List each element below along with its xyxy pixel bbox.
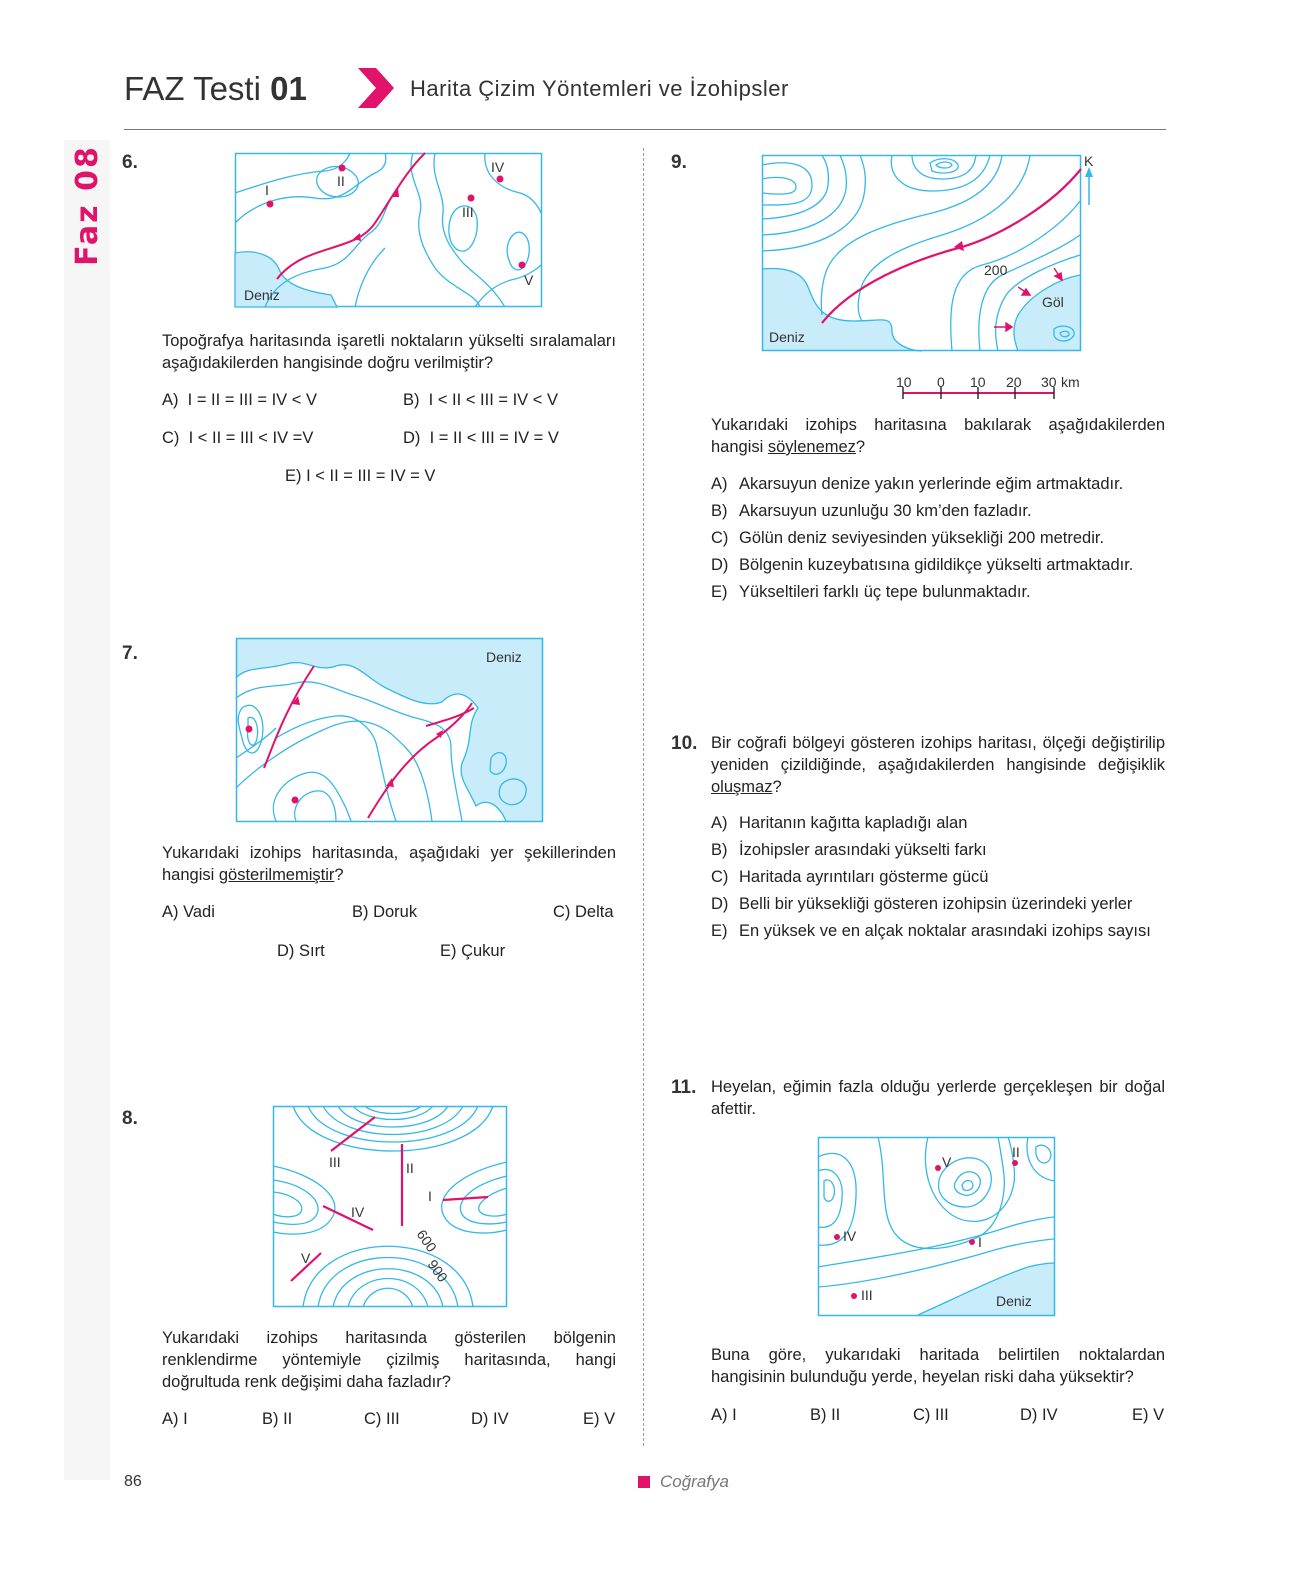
q9-option-e[interactable]: E) Yükseltileri farklı üç tepe bulunmaktadır. <box>711 583 1031 601</box>
q8-line-label: II <box>406 1160 414 1176</box>
q9-option-d[interactable]: D) Bölgenin kuzeybatısına gidildikçe yükselti artmaktadır. <box>711 556 1134 574</box>
q8-contour-value: 600 <box>413 1226 441 1255</box>
q11-point-label: III <box>861 1287 873 1303</box>
q11-map <box>818 1137 1056 1317</box>
title-number: 01 <box>270 70 307 107</box>
q7-question: Yukarıdaki izohips haritasında, aşağıdaki yer şekillerinden hangisi gösterilmemiştir? <box>162 844 616 884</box>
q8-number: 8. <box>122 1108 138 1129</box>
q11-point-label: V <box>942 1154 952 1170</box>
q8-question: Yukarıdaki izohips haritasında gösterilen bölgenin renklendirme yöntemiyle çizilmiş haritasında, hangi doğrultuda renk değişimi daha fazladır? <box>162 1329 616 1391</box>
q6-point-label: V <box>524 272 534 288</box>
q8-line-label: I <box>428 1188 432 1204</box>
q9-scale-bar <box>896 374 1080 399</box>
q8-line-label: III <box>329 1154 341 1170</box>
q6-point-label: IV <box>491 159 505 175</box>
header-rule <box>124 129 1166 130</box>
q6-number: 6. <box>122 152 138 173</box>
page-subtitle: Harita Çizim Yöntemleri ve İzohipsler <box>410 76 789 101</box>
q10-option-a[interactable]: A) Haritanın kağıtta kapladığı alan <box>711 814 968 832</box>
title-prefix: FAZ Testi <box>124 70 261 107</box>
q7-option-e[interactable]: E) Çukur <box>440 942 506 960</box>
q8-line-label: V <box>301 1250 311 1266</box>
q6-option-c[interactable]: C) I < II = III < IV =V <box>162 429 314 447</box>
page-number: 86 <box>124 1473 142 1490</box>
q11-point-label: I <box>978 1234 982 1250</box>
column-divider <box>643 148 644 1446</box>
q9-north-label: K <box>1084 153 1094 169</box>
q9-option-b[interactable]: B) Akarsuyun uzunluğu 30 km’den fazladır. <box>711 502 1032 520</box>
q11-option-d[interactable]: D) IV <box>1020 1406 1058 1424</box>
q9-contour-value: 200 <box>984 262 1008 278</box>
q8-option-a[interactable]: A) I <box>162 1410 188 1428</box>
side-tab-label: Faz 08 <box>69 144 105 266</box>
side-strip <box>64 140 110 1480</box>
q9-lake-label: Göl <box>1042 294 1064 310</box>
q9-map <box>762 155 1102 400</box>
q10-option-d[interactable]: D) Belli bir yüksekliği gösteren izohipsin üzerindeki yerler <box>711 895 1133 913</box>
q10-question: Bir coğrafi bölgeyi gösteren izohips haritası, ölçeği değiştirilip yeniden çizildiğinde, aşağıdakilerden hangisinde değişiklik oluşmaz? <box>711 734 1165 796</box>
q8-line-label: IV <box>351 1204 365 1220</box>
q8-map <box>273 1106 508 1308</box>
q7-number: 7. <box>122 643 138 664</box>
q11-intro: Heyelan, eğimin fazla olduğu yerlerde gerçekleşen bir doğal afettir. <box>711 1078 1165 1118</box>
q10-option-e[interactable]: E) En yüksek ve en alçak noktalar arasındaki izohips sayısı <box>711 922 1151 940</box>
q7-option-a[interactable]: A) Vadi <box>162 903 215 921</box>
q6-map <box>235 153 543 308</box>
page-title <box>124 70 307 108</box>
square-bullet-icon <box>638 1476 650 1488</box>
chevron-right-icon <box>356 66 396 110</box>
q6-point-label: II <box>337 173 345 189</box>
subject-label: Coğrafya <box>660 1472 729 1491</box>
q9-scale-tick: 10 <box>970 374 986 390</box>
q8-option-d[interactable]: D) IV <box>471 1410 509 1428</box>
q6-option-d[interactable]: D) I = II < III = IV = V <box>403 429 559 447</box>
q7-map <box>236 638 544 823</box>
q6-option-a[interactable]: A) I = II = III = IV < V <box>162 391 317 409</box>
q8-option-b[interactable]: B) II <box>262 1410 293 1428</box>
q9-sea-label: Deniz <box>769 329 805 345</box>
q8-option-c[interactable]: C) III <box>364 1410 400 1428</box>
q11-point-label: IV <box>843 1228 857 1244</box>
q11-number: 11. <box>671 1077 697 1098</box>
q11-option-a[interactable]: A) I <box>711 1406 737 1424</box>
footer-subject <box>638 1472 729 1492</box>
q6-sea-label: Deniz <box>244 287 280 303</box>
q9-scale-tick: 0 <box>937 374 945 390</box>
q9-question: Yukarıdaki izohips haritasına bakılarak aşağıdakilerden hangisi söylenemez? <box>711 416 1165 456</box>
q11-option-c[interactable]: C) III <box>913 1406 949 1424</box>
q9-scale-unit: km <box>1061 374 1080 390</box>
q9-scale-tick: 30 <box>1041 374 1057 390</box>
q8-option-e[interactable]: E) V <box>583 1410 616 1428</box>
q11-question: Buna göre, yukarıdaki haritada belirtilen noktalardan hangisinin bulunduğu yerde, heyelan riski daha yüksektir? <box>711 1346 1165 1386</box>
q9-number: 9. <box>671 152 687 173</box>
q10-option-c[interactable]: C) Haritada ayrıntıları gösterme gücü <box>711 868 989 886</box>
q7-option-c[interactable]: C) Delta <box>553 903 614 921</box>
q9-option-c[interactable]: C) Gölün deniz seviyesinden yüksekliği 200 metredir. <box>711 529 1105 547</box>
q8-contour-value: 900 <box>424 1256 452 1285</box>
q11-option-b[interactable]: B) II <box>810 1406 841 1424</box>
q11-point-label: II <box>1012 1144 1020 1160</box>
side-tab <box>64 144 110 266</box>
q9-option-a[interactable]: A) Akarsuyun denize yakın yerlerinde eğim artmaktadır. <box>711 475 1124 493</box>
q6-point-label: I <box>265 182 269 198</box>
q10-number: 10. <box>671 733 698 754</box>
q6-option-b[interactable]: B) I < II < III = IV < V <box>403 391 558 409</box>
q7-option-d[interactable]: D) Sırt <box>277 942 325 960</box>
q10-option-b[interactable]: B) İzohipsler arasındaki yükselti farkı <box>711 841 987 859</box>
q11-option-e[interactable]: E) V <box>1132 1406 1165 1424</box>
q11-sea-label: Deniz <box>996 1293 1032 1309</box>
q9-scale-tick: 10 <box>896 374 912 390</box>
q6-point-label: III <box>462 204 474 220</box>
q6-option-e[interactable]: E) I < II = III = IV = V <box>285 467 436 485</box>
q7-option-b[interactable]: B) Doruk <box>352 903 418 921</box>
q9-scale-tick: 20 <box>1006 374 1022 390</box>
q6-question: Topoğrafya haritasında işaretli noktaların yükselti sıralamaları aşağıdakilerden hangisinde doğru verilmiştir? <box>162 332 616 372</box>
q7-sea-label: Deniz <box>486 649 522 665</box>
